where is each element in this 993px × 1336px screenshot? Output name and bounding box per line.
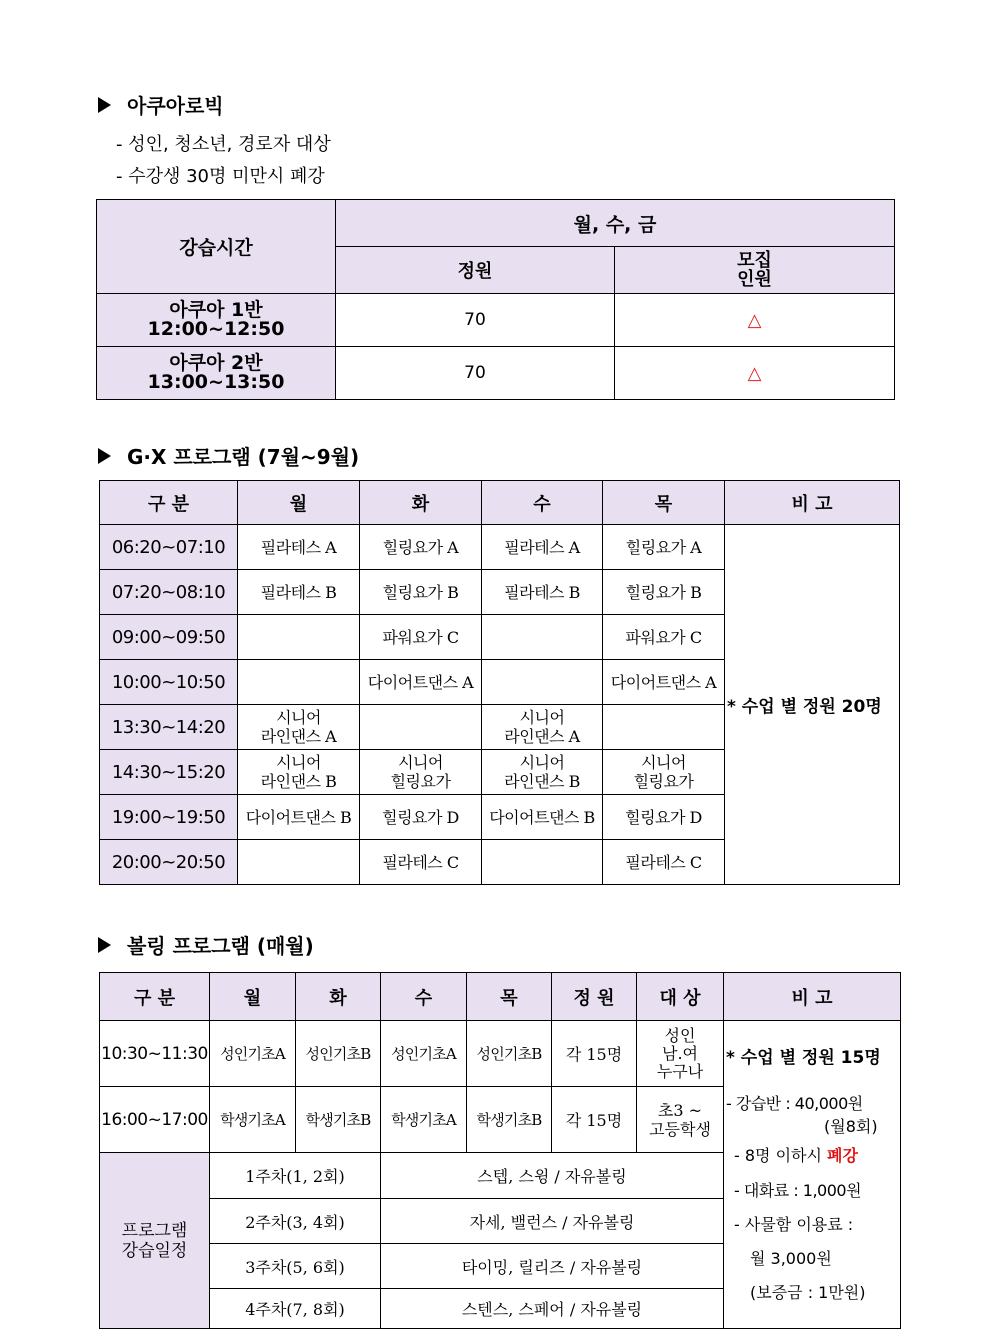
bowling-target-line: 초3 ~ (657, 1100, 703, 1120)
aqua-capacity: 70 (336, 294, 615, 347)
bowling-note-fee: - 강습반 : 40,000원 (726, 1094, 863, 1113)
gx-class (603, 840, 725, 885)
gx-class (360, 795, 482, 840)
aqua-title: 아쿠아로빅 (127, 94, 224, 118)
gx-class-line: 힐링요가 A (382, 537, 459, 557)
gx-class (238, 660, 360, 705)
aqua-bullet-1: - 성인, 청소년, 경로자 대상 (116, 134, 331, 155)
gx-time: 19:00~19:50 (100, 795, 238, 840)
gx-time: 06:20~07:10 (100, 525, 238, 570)
gx-class-line: 라인댄스 B (504, 772, 580, 791)
gx-class (360, 840, 482, 885)
gx-row (100, 525, 900, 570)
bowling-capacity: 각 15명 (552, 1021, 637, 1087)
gx-class-line: 힐링요가 (633, 772, 694, 791)
bowling-time: 10:30~11:30 (100, 1021, 210, 1087)
aqua-header-capacity: 정원 (336, 247, 615, 294)
gx-class (603, 570, 725, 615)
gx-header-cell: 목 (603, 481, 725, 525)
schedule-week: 2주차(3, 4회) (210, 1199, 381, 1244)
gx-class (482, 750, 603, 795)
bowling-note-rental: - 대화료 : 1,000원 (734, 1181, 862, 1200)
aqua-section-title (98, 90, 224, 119)
schedule-label (100, 1153, 210, 1329)
bowling-note-locker-fee: 월 3,000원 (750, 1249, 832, 1268)
bowling-note-main: * 수업 별 정원 15명 (726, 1048, 881, 1068)
gx-class-line: 시니어 (276, 753, 321, 772)
gx-header-cell: 수 (482, 481, 603, 525)
schedule-content: 스텐스, 스페어 / 자유볼링 (381, 1289, 724, 1329)
gx-class (482, 570, 603, 615)
gx-class-line: 라인댄스 A (260, 727, 337, 746)
bowling-title: 볼링 프로그램 (매월) (127, 934, 314, 958)
aqua-class-time: 13:00~13:50 (147, 371, 285, 393)
aqua-class-cell (97, 347, 336, 400)
bowling-note-fee-sub: (월8회) (824, 1117, 878, 1136)
bowling-note-cell (724, 1021, 901, 1329)
gx-class (603, 795, 725, 840)
bowling-class: 학생기초A (381, 1087, 467, 1153)
gx-table (99, 480, 900, 885)
gx-class-line: 필라테스 A (260, 537, 337, 557)
gx-title: G·X 프로그램 (7월~9월) (127, 445, 360, 469)
gx-class-line: 라인댄스 A (504, 727, 580, 746)
gx-class-line: 필라테스 B (260, 582, 337, 602)
gx-time: 10:00~10:50 (100, 660, 238, 705)
aqua-row (97, 347, 895, 400)
aqua-row (97, 294, 895, 347)
bowling-target-line: 누구나 (656, 1061, 704, 1081)
aqua-table (96, 199, 895, 400)
gx-class (238, 750, 360, 795)
bowling-header-cell: 구 분 (100, 973, 210, 1021)
bowling-note-deposit: (보증금 : 1만원) (750, 1283, 866, 1302)
bowling-target (637, 1021, 724, 1087)
bowling-class: 학생기초A (210, 1087, 296, 1153)
gx-class-line: 힐링요가 B (625, 582, 702, 602)
schedule-content: 스텝, 스윙 / 자유볼링 (381, 1153, 724, 1199)
bowling-table (99, 972, 901, 1329)
schedule-week: 4주차(7, 8회) (210, 1289, 381, 1329)
bowling-class: 성인기초B (296, 1021, 381, 1087)
gx-class-line: 다이어트댄스 B (245, 807, 352, 827)
schedule-week: 3주차(5, 6회) (210, 1244, 381, 1289)
recruit-triangle-icon: △ (615, 294, 895, 347)
schedule-content: 타이밍, 릴리즈 / 자유볼링 (381, 1244, 724, 1289)
gx-class (482, 840, 603, 885)
gx-time: 09:00~09:50 (100, 615, 238, 660)
schedule-label-line: 강습일정 (121, 1240, 188, 1261)
bowling-note-min-red: 폐강 (827, 1146, 858, 1165)
gx-class (603, 705, 725, 750)
gx-class (603, 525, 725, 570)
bowling-header-cell: 대 상 (637, 973, 724, 1021)
gx-class-line: 필라테스 C (382, 852, 459, 872)
aqua-capacity: 70 (336, 347, 615, 400)
schedule-content: 자세, 밸런스 / 자유볼링 (381, 1199, 724, 1244)
gx-class-line: 다이어트댄스 A (367, 672, 474, 692)
gx-header-cell: 비 고 (725, 481, 900, 525)
bowling-target (637, 1087, 724, 1153)
gx-class-line: 필라테스 B (504, 582, 580, 602)
gx-class (603, 660, 725, 705)
gx-class (603, 615, 725, 660)
bowling-row (100, 1021, 901, 1087)
aqua-header-recruit (615, 247, 895, 294)
bowling-section-title (98, 930, 314, 959)
bowling-capacity: 각 15명 (552, 1087, 637, 1153)
bowling-class: 성인기초B (467, 1021, 552, 1087)
gx-class-line: 시니어 (641, 753, 686, 772)
gx-class (238, 705, 360, 750)
gx-class (238, 570, 360, 615)
gx-class (360, 525, 482, 570)
gx-class (360, 750, 482, 795)
gx-class (482, 525, 603, 570)
gx-class (360, 660, 482, 705)
gx-class-line: 다이어트댄스 A (610, 672, 717, 692)
gx-class (482, 615, 603, 660)
bowling-target-line: 남.여 (662, 1043, 698, 1063)
schedule-week: 1주차(1, 2회) (210, 1153, 381, 1199)
bowling-note-locker: - 사물함 이용료 : (734, 1215, 854, 1234)
gx-class-line: 힐링요가 (390, 772, 451, 791)
bowling-note-min-prefix: - 8명 이하시 (734, 1146, 828, 1165)
gx-class-line: 다이어트댄스 B (489, 807, 595, 827)
gx-note: * 수업 별 정원 20명 (725, 525, 900, 885)
bowling-header-cell: 화 (296, 973, 381, 1021)
aqua-class-cell (97, 294, 336, 347)
gx-class-line: 시니어 (519, 753, 565, 772)
gx-class (482, 795, 603, 840)
bowling-class: 학생기초B (467, 1087, 552, 1153)
bowling-note-min (734, 1143, 858, 1166)
gx-class-line: 힐링요가 D (382, 807, 459, 827)
recruit-triangle-icon: △ (615, 347, 895, 400)
gx-class-line: 파워요가 C (382, 627, 459, 647)
gx-class-line: 힐링요가 A (625, 537, 702, 557)
gx-class-line: 힐링요가 B (382, 582, 459, 602)
gx-class-line: 필라테스 C (625, 852, 702, 872)
triangle-bullet-icon (98, 97, 111, 113)
triangle-bullet-icon (98, 448, 111, 464)
gx-time: 14:30~15:20 (100, 750, 238, 795)
gx-header-cell: 월 (238, 481, 360, 525)
aqua-class-name: 아쿠아 1반 (169, 299, 263, 321)
gx-class (603, 750, 725, 795)
bowling-header-cell: 비 고 (724, 973, 901, 1021)
bowling-header-cell: 월 (210, 973, 296, 1021)
aqua-class-name: 아쿠아 2반 (169, 352, 263, 374)
gx-class-line: 필라테스 A (504, 537, 580, 557)
gx-time: 20:00~20:50 (100, 840, 238, 885)
gx-class (482, 660, 603, 705)
triangle-bullet-icon (98, 937, 111, 953)
aqua-class-time: 12:00~12:50 (147, 318, 285, 340)
bowling-class: 성인기초A (210, 1021, 296, 1087)
bowling-class: 학생기초B (296, 1087, 381, 1153)
gx-header-cell: 화 (360, 481, 482, 525)
gx-class-line: 라인댄스 B (260, 772, 337, 791)
gx-class (360, 705, 482, 750)
gx-class-line: 파워요가 C (625, 627, 702, 647)
bowling-time: 16:00~17:00 (100, 1087, 210, 1153)
gx-time: 07:20~08:10 (100, 570, 238, 615)
gx-class (360, 570, 482, 615)
bowling-target-line: 고등학생 (649, 1119, 711, 1139)
gx-class-line: 시니어 (276, 708, 321, 727)
gx-class (482, 705, 603, 750)
gx-class (238, 525, 360, 570)
gx-section-title (98, 441, 359, 470)
bowling-target-line: 성인 (664, 1025, 696, 1045)
gx-class-line: 시니어 (519, 708, 565, 727)
gx-class (238, 795, 360, 840)
bowling-header-cell: 정 원 (552, 973, 637, 1021)
gx-class (360, 615, 482, 660)
schedule-label-line: 프로그램 (121, 1220, 188, 1241)
aqua-header-time: 강습시간 (97, 200, 336, 294)
gx-class-line: 힐링요가 D (625, 807, 702, 827)
bowling-header-cell: 수 (381, 973, 467, 1021)
gx-header-cell: 구 분 (100, 481, 238, 525)
gx-class (238, 840, 360, 885)
aqua-header-recruit-line2: 인원 (737, 269, 772, 290)
aqua-header-days: 월, 수, 금 (336, 200, 895, 247)
gx-class (238, 615, 360, 660)
gx-class-line: 시니어 (398, 753, 443, 772)
aqua-header-recruit-line1: 모집 (737, 250, 772, 271)
aqua-bullet-2: - 수강생 30명 미만시 폐강 (116, 166, 325, 187)
bowling-header-cell: 목 (467, 973, 552, 1021)
gx-time: 13:30~14:20 (100, 705, 238, 750)
bowling-class: 성인기초A (381, 1021, 467, 1087)
